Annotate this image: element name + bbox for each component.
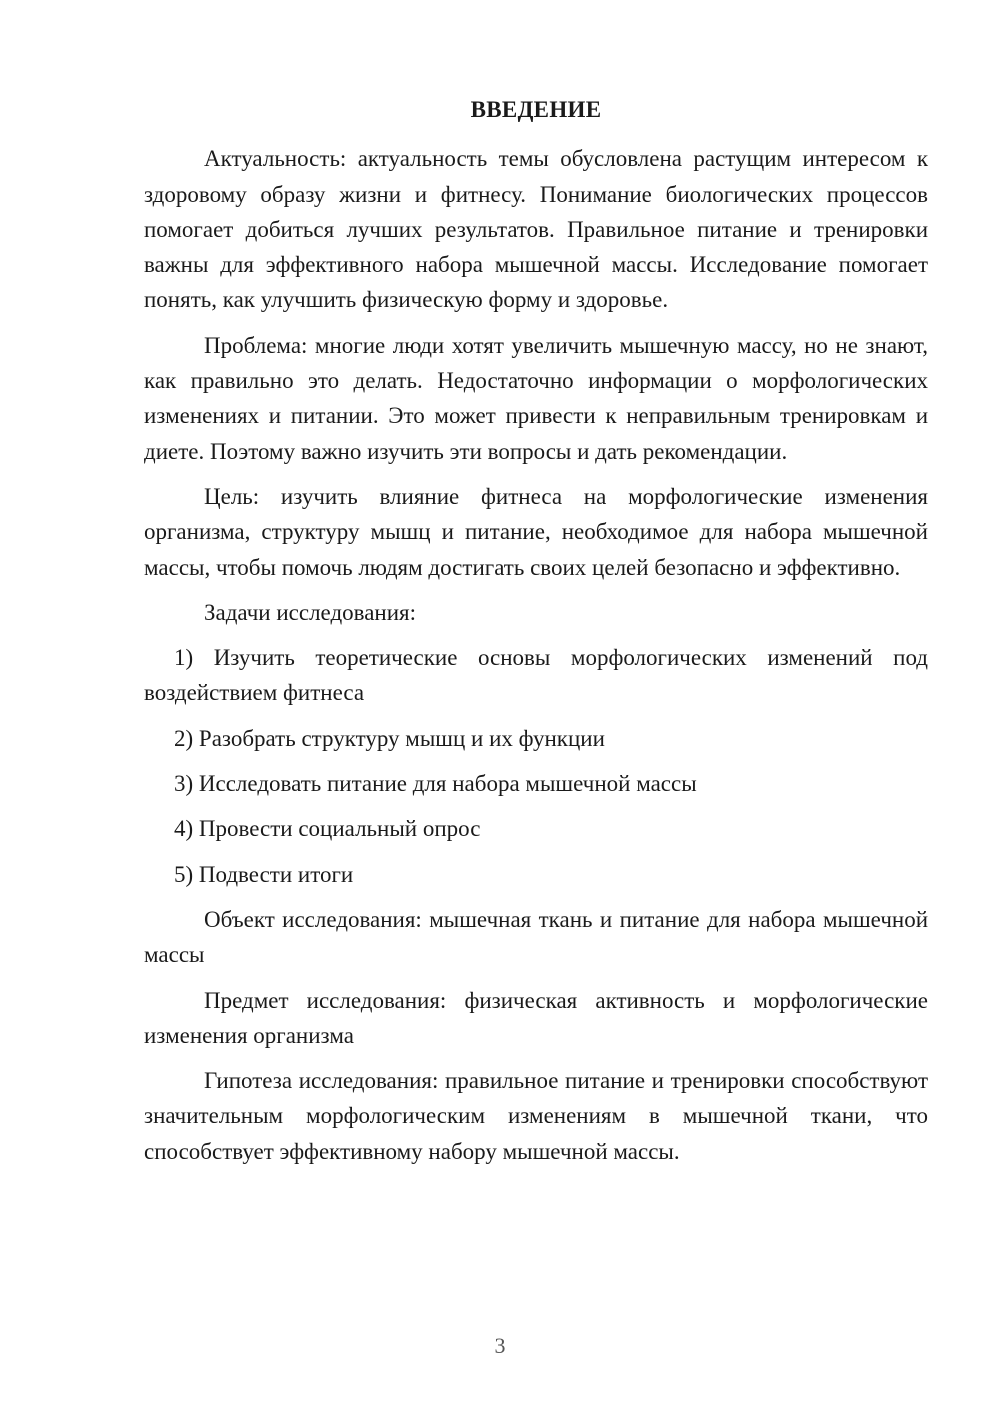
paragraph-object: Объект исследования: мышечная ткань и питание для набора мышечной массы [144,906,928,968]
paragraph-problem: Проблема: многие люди хотят увеличить мышечную массу, но не знают, как правильно это делать. Недостаточно информации о морфологических изменениях и питании. Это может привести к неправильным тренировкам и диете. Поэтому важно изучить эти вопросы и дать рекомендации. [144,332,928,464]
section-title: ВВЕДЕНИЕ [470,97,602,122]
task-item-4: 4) Провести социальный опрос [174,816,481,842]
page-content [144,92,928,1179]
paragraph-goal: Цель: изучить влияние фитнеса на морфологические изменения организма, структуру мышц и питание, необходимое для набора мышечной массы, чтобы помочь людям достигать своих целей безопасно и эффективно. [144,483,928,580]
task-item-5: 5) Подвести итоги [174,861,354,887]
page-number: 3 [494,1333,506,1358]
paragraph-subject: Предмет исследования: физическая активность и морфологические изменения организма [144,987,928,1048]
task-item-1: 1) Изучить теоретические основы морфологических изменений под воздействием фитнеса [144,645,928,706]
paragraph-relevance: Актуальность: актуальность темы обусловлена растущим интересом к здоровому образу жизни и фитнесу. Понимание биологических процессов помогает добиться лучших результатов. Правильное питание и тренировки важны для эффективного набора мышечной массы. Исследование помогает понять, как улучшить физическую форму и здоровье. [144,146,928,313]
task-item-2: 2) Разобрать структуру мышц и их функции [174,725,605,751]
tasks-heading: Задачи исследования: [204,599,417,625]
task-item-3: 3) Исследовать питание для набора мышечной массы [174,771,697,797]
paragraph-hypothesis: Гипотеза исследования: правильное питание и тренировки способствуют значительным морфологическим изменениям в мышечной ткани, что способствует эффективному набору мышечной массы. [144,1068,928,1164]
